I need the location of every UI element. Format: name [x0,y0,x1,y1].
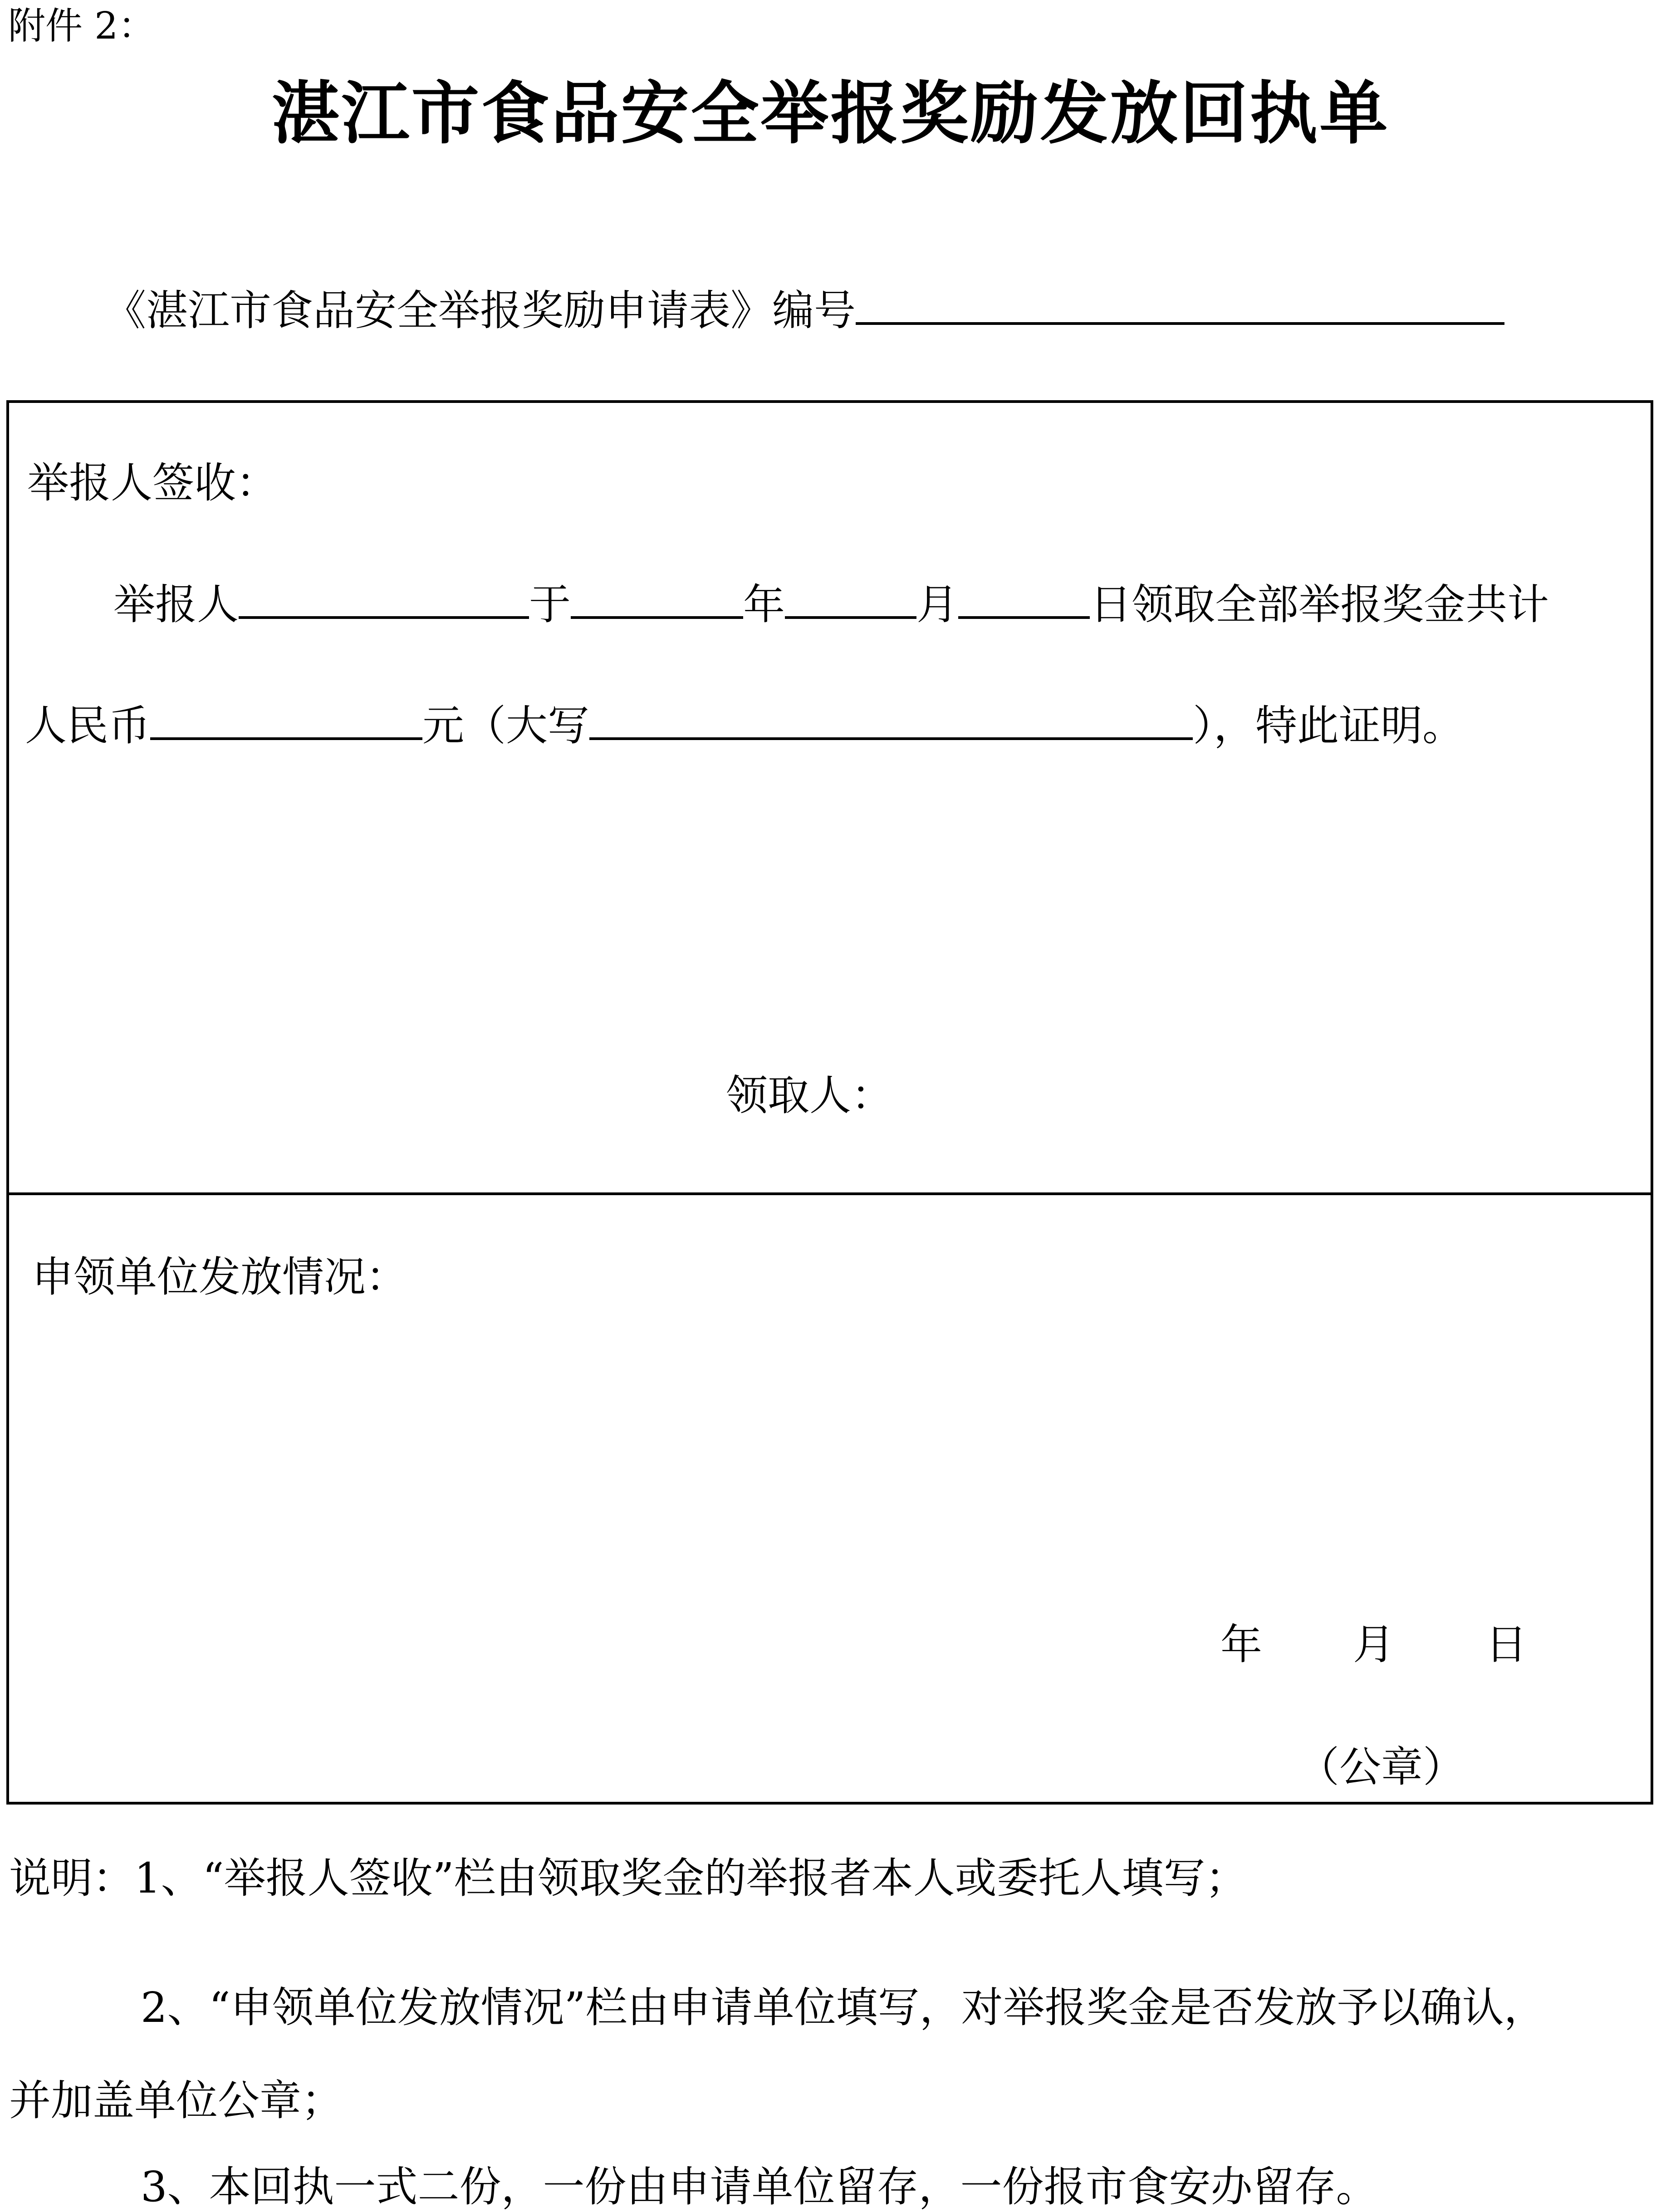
amount-field[interactable] [150,701,422,740]
rmb-label: 人民币 [25,701,151,750]
note-2: 2、“申领单位发放情况”栏由申请单位填写，对举报奖金是否发放予以确认， [141,1983,1546,2032]
document-title: 湛江市食品安全举报奖励发放回执单 [271,74,1390,153]
year-label: 年 [743,580,785,629]
unit-month-label: 月 [1353,1620,1395,1669]
day-field[interactable] [958,580,1090,619]
section-divider [6,1192,1653,1195]
reporter-name-field[interactable] [239,580,529,619]
note-1: 说明：1、“举报人签收”栏由领取奖金的举报者本人或委托人填写； [9,1854,1247,1903]
amount-uppercase-field[interactable] [589,701,1193,740]
year-field[interactable] [571,580,743,619]
certify-suffix: ），特此证明。 [1193,701,1465,750]
form-number-label: 《湛江市食品安全举报奖励申请表》编号 [104,286,856,335]
unit-day-label: 日 [1485,1620,1528,1669]
day-suffix: 日领取全部举报奖金共计 [1090,580,1549,629]
unit-issuance-label: 申领单位发放情况： [32,1253,408,1301]
note-2-continued: 并加盖单位公章； [9,2076,343,2125]
reporter-prefix: 举报人 [113,580,239,629]
unit-year-label: 年 [1220,1620,1263,1669]
reporter-line-1 [113,580,1549,630]
official-seal-label: （公章） [1298,1743,1465,1791]
month-label: 月 [916,580,959,629]
reporter-signoff-label: 举报人签收： [27,459,278,507]
form-number-row [104,286,1504,336]
form-number-field[interactable] [856,286,1504,325]
attachment-label: 附件 2： [8,5,156,48]
at-label: 于 [529,580,571,629]
note-3: 3、本回执一式二份，一份由申请单位留存，一份报市食安办留存。 [141,2163,1378,2211]
reporter-line-2 [25,701,1464,751]
yuan-label: 元（大写 [422,701,590,750]
month-field[interactable] [785,580,916,619]
receiver-signature-label: 领取人： [726,1071,893,1120]
unit-date-row [1220,1620,1527,1670]
